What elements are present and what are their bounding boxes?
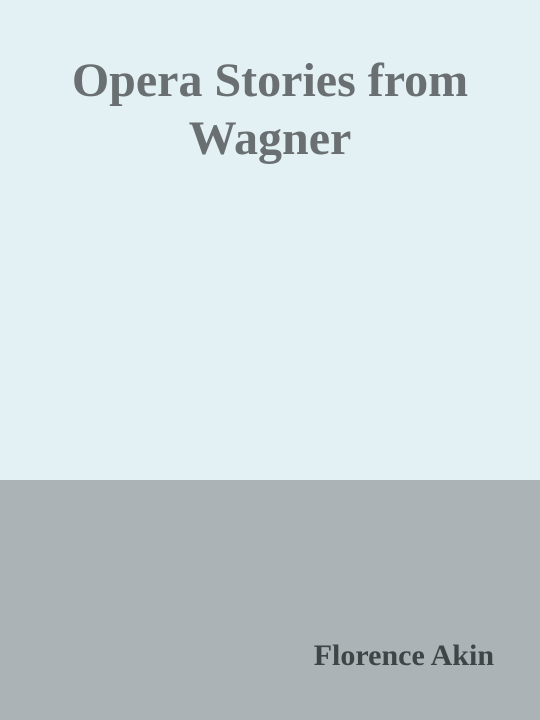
book-title-line-1: Opera Stories from (71, 54, 469, 107)
book-title-line-2: Wagner (188, 112, 352, 165)
book-author: Florence Akin (313, 639, 494, 672)
book-title (0, 52, 540, 168)
cover-bottom-panel (0, 480, 540, 720)
